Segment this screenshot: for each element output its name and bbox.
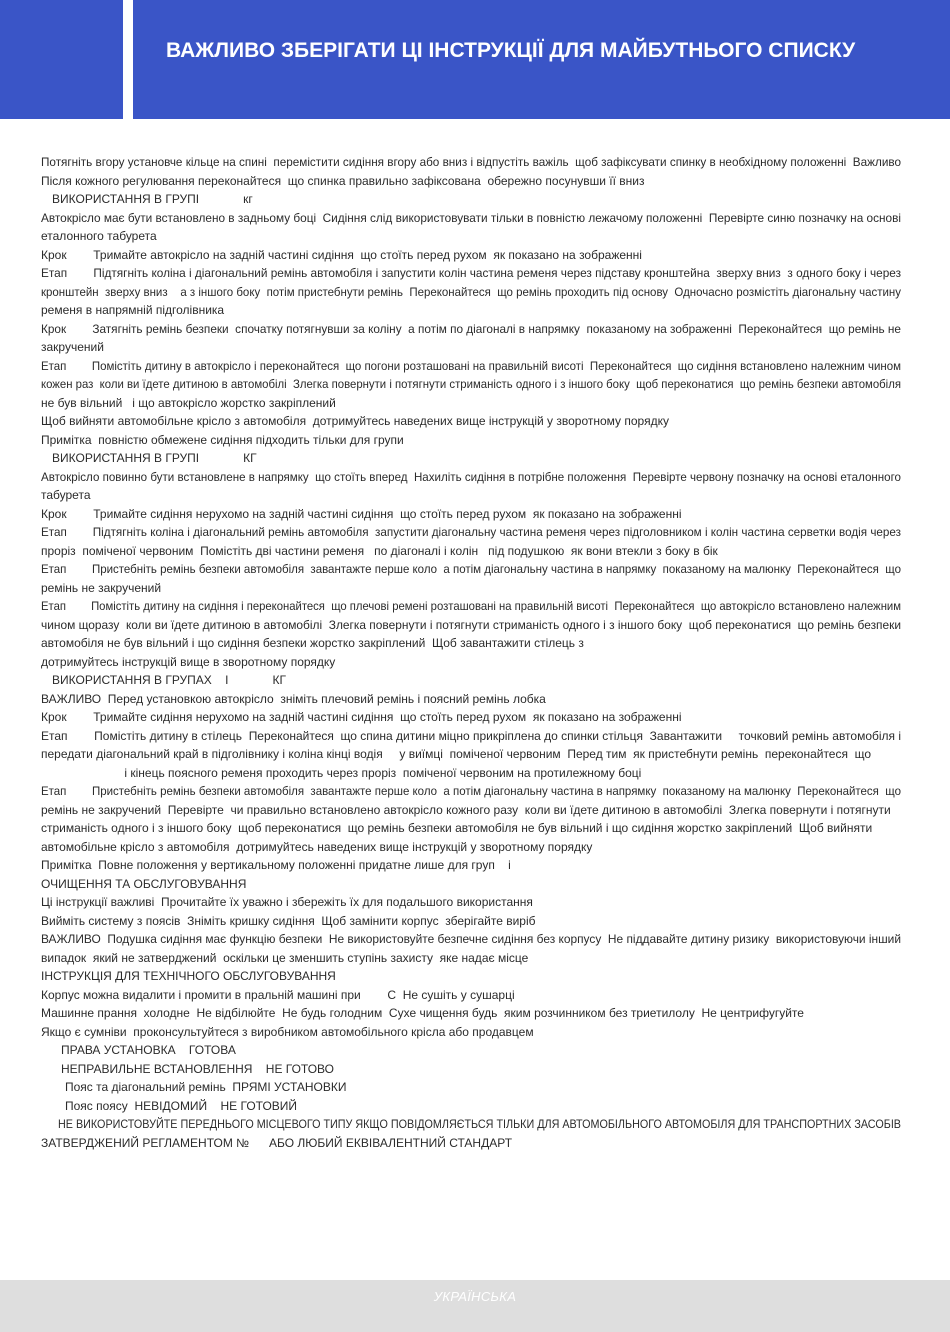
text-line: Крок Тримайте сидіння нерухомо на задній частині сидіння що стоїть перед рухом як показано на зображенні (41, 506, 682, 521)
text-line: Автокрісло повинно бути встановлене в напрямку що стоїть вперед Нахиліть сидіння в потрібне положення Перевірте червону позначку на основі еталонного (41, 469, 901, 484)
label-wrong-install: НЕПРАВИЛЬНЕ ВСТАНОВЛЕННЯ НЕ ГОТОВО (61, 1061, 334, 1076)
warning-line: НЕ ВИКОРИСТОВУЙТЕ ПЕРЕДНЬОГО МІСЦЕВОГО ТИПУ ЯКЩО ПОВІДОМЛЯЄТЬСЯ ТІЛЬКИ ДЛЯ АВТОМОБІЛЬНОГО АВТОМОБІЛЯ ДЛЯ ТРАНСПОРТНИХ ЗАСОБІВ (58, 1117, 901, 1131)
text-line: чином щоразу коли ви їдете дитиною в автомобілі Злегка повернути і потягнути стриманість одного і з іншого боку щоб переконатися що ремінь безпеки (41, 617, 901, 632)
text-line: еталонного табурета (41, 229, 157, 243)
text-line: передати діагональний край в підголівнику і коліна кінці водія у виїмці поміченої червоним Перед тим як пристебнути ремінь переконайтеся що (41, 747, 872, 761)
text-line: проріз поміченої червоним Помістіть дві частини ременя по діагоналі і колін під подушкою як вони втекли з боку в бік (41, 543, 718, 558)
text-line: кронштейн зверху вниз а з іншого боку потім пристебнути ремінь Переконайтеся що ремінь проходить під основу Одночасно розмістіть діагональну частину (41, 284, 901, 299)
text-line: Корпус можна видалити і промити в пральній машині при С Не сушіть у сушарці (41, 987, 515, 1002)
text-line: Крок Тримайте автокрісло на задній частині сидіння що стоїть перед рухом як показано на зображенні (41, 247, 642, 262)
text-line: Примітка повністю обмежене сидіння підходить тільки для групи (41, 432, 404, 447)
text-line: Етап Пристебніть ремінь безпеки автомобіля завантажте перше коло а потім діагональну частина в напрямку показаному на малюнку Переконайтеся що (41, 784, 901, 798)
text-line: Щоб вийняти автомобільне крісло з автомобіля дотримуйтесь наведених вище інструкцій у зворотному порядку (41, 414, 669, 428)
text-line: ВАЖЛИВО Подушка сидіння має функцію безпеки Не використовуйте безпечне сидіння без корпусу Не піддавайте дитину ризику використовуючи інший (41, 932, 901, 946)
text-line: ремінь не закручений Перевірте чи правильно встановлено автокрісло кожного разу коли ви їдете дитиною в автомобілі Злегка повернути і потягнути (41, 802, 891, 817)
text-line: Потягніть вгору установче кільце на спині перемістити сидіння вгору або вниз і відпустіть важіль щоб зафіксувати спинку в необхідному положенні Важливо (41, 155, 901, 169)
text-line: не був вільний і що автокрісло жорстко закріплений (41, 395, 336, 410)
text-line: Примітка Повне положення у вертикальному положенні придатне лише для груп і (41, 858, 511, 872)
text-line: Етап Помістіть дитину в автокрісло і переконайтеся що погони розташовані на правильній висоті Переконайтеся що сидіння встановлено належним чином (41, 358, 901, 373)
text-line: Етап Підтягніть коліна і діагональний ремінь автомобіля і запустити колін частина ременя через підставу кронштейна зверху вниз з одного боку і через (41, 266, 901, 280)
text-line: кожен раз коли ви їдете дитиною в автомобілі Злегка повернути і потягнути стриманість одного і з іншого боку щоб переконатися що ремінь безпеки автомобіля (41, 377, 901, 391)
text-line: ремінь не закручений (41, 580, 162, 595)
text-line: Вийміть систему з поясів Зніміть кришку сидіння Щоб замінити корпус зберігайте виріб (41, 913, 536, 928)
text-line: і кінець поясного ременя проходить через проріз поміченої червоним на протилежному боці (41, 765, 642, 780)
text-line: табурета (41, 488, 91, 502)
text-line: дотримуйтесь інструкцій вище в зворотному порядку (41, 654, 336, 669)
section-heading-group3: ВИКОРИСТАННЯ В ГРУПАХ І КГ (52, 673, 286, 687)
page-title: ВАЖЛИВО ЗБЕРІГАТИ ЦІ ІНСТРУКЦІЇ ДЛЯ МАЙБУТНЬОГО СПИСКУ (166, 39, 856, 62)
label-lap-only: Пояс поясу НЕВІДОМИЙ НЕ ГОТОВИЙ (65, 1098, 298, 1113)
text-line: стриманість одного і з іншого боку щоб переконатися що ремінь безпеки автомобіля не був вільний і що сидіння жорстко закріплений Щоб вийняти (41, 821, 873, 835)
header-accent-block (0, 0, 123, 119)
section-heading-cleaning: ОЧИЩЕННЯ ТА ОБСЛУГОВУВАННЯ (41, 876, 247, 891)
footer-bar (0, 1280, 950, 1332)
label-right-install: ПРАВА УСТАНОВКА ГОТОВА (61, 1043, 236, 1057)
text-line: Етап Підтягніть коліна і діагональний ремінь автомобіля запустити діагональну частина ременя через підголовником і колін частина серветки водія через (41, 525, 901, 539)
label-lap-diagonal: Пояс та діагональний ремінь ПРЯМІ УСТАНОВКИ (65, 1080, 347, 1094)
text-line: Автокрісло має бути встановлено в задньому боці Сидіння слід використовувати тільки в повністю лежачому положенні Перевірте синю позначку на основі (41, 210, 901, 225)
text-line: автомобільне крісло з автомобіля дотримуйтесь наведених вище інструкцій у зворотному порядку (41, 839, 593, 854)
text-line: ременя в напрямній підголівника (41, 303, 225, 317)
header-banner (133, 0, 950, 119)
warning-line: ЗАТВЕРДЖЕНИЙ РЕГЛАМЕНТОМ № АБО ЛЮБИЙ ЕКВІВАЛЕНТНИЙ СТАНДАРТ (41, 1135, 513, 1150)
footer-language-label: УКРАЇНСЬКА (433, 1289, 517, 1304)
text-line: Етап Пристебніть ремінь безпеки автомобіля завантажте перше коло а потім діагональну частина в напрямку показаному на малюнку Переконайтеся що (41, 562, 901, 576)
text-line: Якщо є сумніви проконсультуйтеся з виробником автомобільного крісла або продавцем (41, 1024, 534, 1039)
instructions-body (41, 153, 901, 1152)
text-line: Етап Помістіть дитину на сидіння і переконайтеся що плечові ремені розташовані на правильній висоті Переконайтеся що автокрісло встановлено належним (41, 599, 901, 613)
section-heading-group2: ВИКОРИСТАННЯ В ГРУПІ КГ (52, 451, 257, 465)
text-line: автомобіля не був вільний і що сидіння безпеки жорстко закріплений Щоб завантажити стілець з (41, 636, 584, 650)
text-line: Крок Затягніть ремінь безпеки спочатку потягнувши за коліну а потім по діагоналі в напрямку показаному на зображенні Переконайтеся що ремінь не (41, 321, 901, 336)
section-heading-group1: ВИКОРИСТАННЯ В ГРУПІ кг (52, 192, 253, 206)
text-line: випадок який не затверджений оскільки це зменшить ступінь захисту яке надає місце (41, 950, 529, 965)
text-line: ВАЖЛИВО Перед установкою автокрісло зніміть плечовий ремінь і поясний ремінь лобка (41, 691, 546, 706)
text-line: Після кожного регулювання переконайтеся що спинка правильно зафіксована обережно посунувши її вниз (41, 173, 645, 188)
text-line: закручений (41, 340, 104, 354)
text-line: Крок Тримайте сидіння нерухомо на задній частині сидіння що стоїть перед рухом як показано на зображенні (41, 710, 682, 724)
text-line: Етап Помістіть дитину в стілець Переконайтеся що спина дитини міцно прикріплена до спинки стільця Завантажити точковий ремінь автомобіля і (41, 728, 901, 743)
text-line: Машинне прання холодне Не відбілюйте Не будь голодним Сухе чищення будь яким розчинником без триетилолу Не центрифугуйте (41, 1006, 804, 1020)
text-line: ІНСТРУКЦІЯ ДЛЯ ТЕХНІЧНОГО ОБСЛУГОВУВАННЯ (41, 969, 336, 983)
text-line: Ці інструкції важливі Прочитайте їх уважно і збережіть їх для подальшого використання (41, 895, 533, 909)
